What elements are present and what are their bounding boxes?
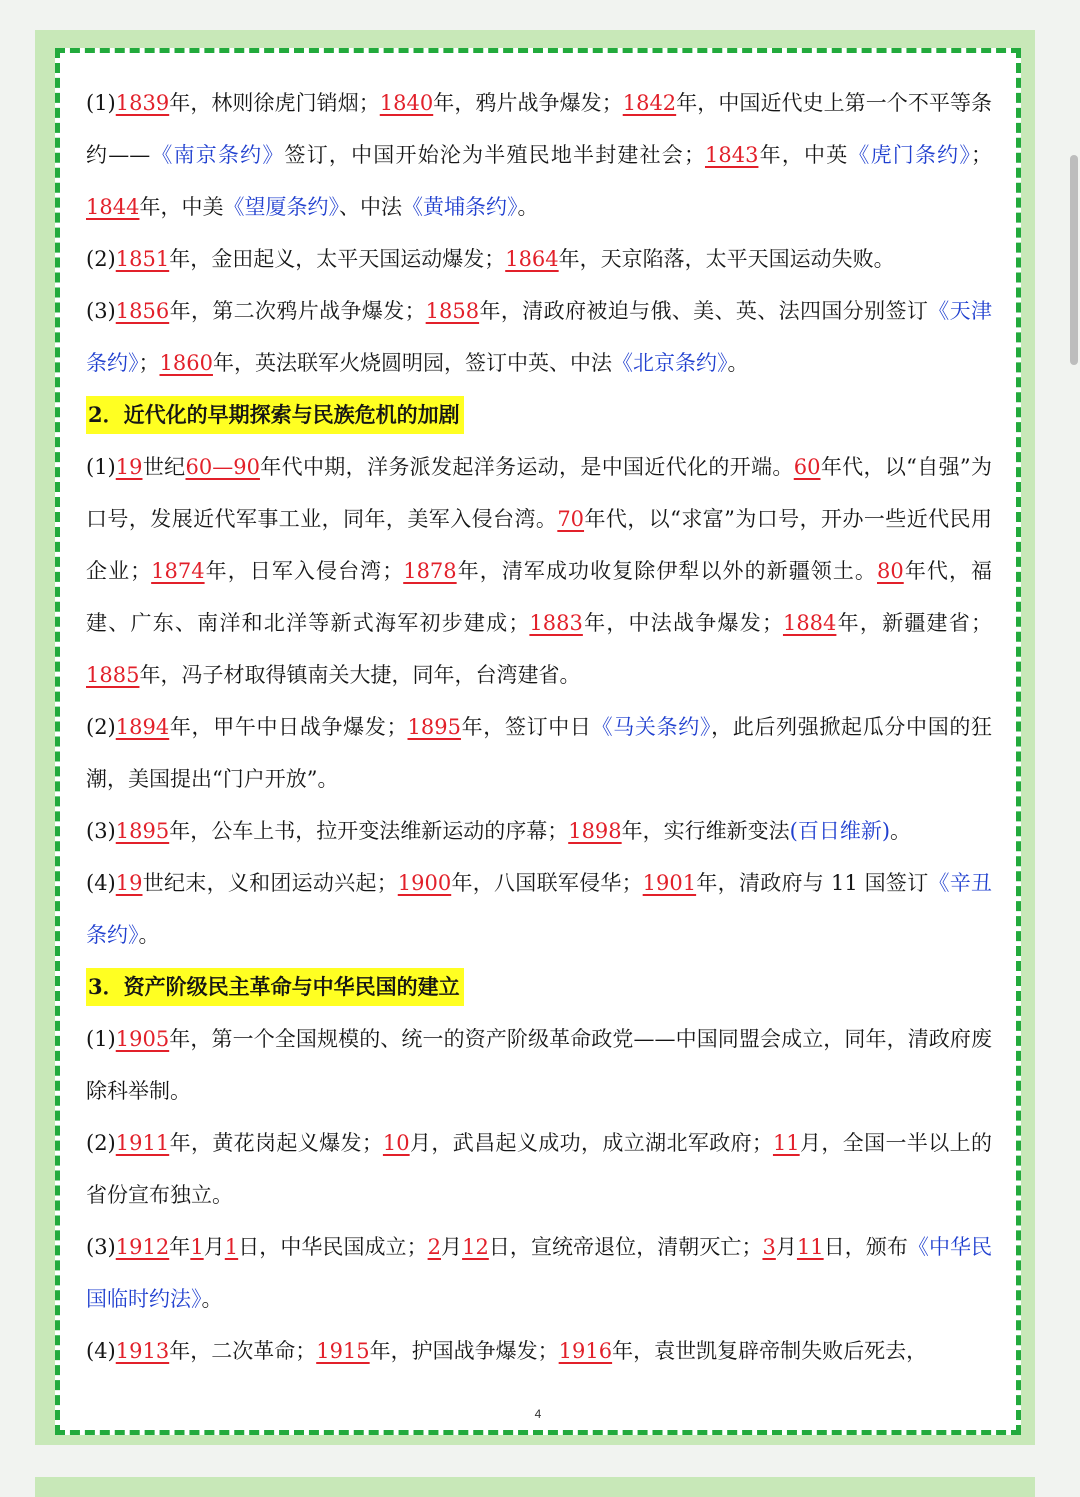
body-text: 年，第二次鸦片战争爆发； [169,299,426,323]
body-text: (1) [86,1027,116,1051]
body-text: 、中法 [338,195,402,219]
section-heading-row [86,961,992,1013]
body-text: 年，护国战争爆发； [369,1339,559,1363]
treaty-name: 《望厦条约》 [223,195,339,219]
body-text: 年，八国联军侵华； [451,871,643,895]
body-text: (3) [86,1235,116,1259]
body-text: 月 [440,1235,463,1259]
treaty-name: 《虎门条约》 [848,143,972,167]
body-text: 年，中国近代史上第一个不平等条约—— [86,91,993,167]
highlighted-date: 10 [382,1131,410,1155]
body-text: 年，鸦片战争爆发； [433,91,623,115]
body-text: 年，天京陷落，太平天国运动失败。 [558,247,895,271]
body-text: 年，公车上书，拉开变法维新运动的序幕； [169,819,569,843]
body-text: 签订，中国开始沦为半殖民地半封建社会； [284,143,705,167]
highlighted-date: 1885 [86,663,140,687]
highlighted-date: 60—90 [185,455,260,479]
treaty-name: 《辛丑条约》 [86,871,993,947]
highlighted-date: 70 [557,507,585,531]
text-paragraph [86,701,992,805]
text-paragraph [86,233,992,285]
body-text: (2) [86,247,116,271]
highlighted-date: 1840 [379,91,434,115]
highlighted-date: 80 [877,559,904,583]
highlighted-date: 1864 [505,247,559,271]
body-text: 。 [890,819,912,843]
highlighted-date: 1883 [529,611,583,635]
body-text: 年，清政府与 11 国签订 [696,871,929,895]
treaty-name: 《中华民国临时约法》 [86,1235,993,1311]
highlighted-date: 1856 [115,299,170,323]
body-text: 日，颁布 [823,1235,908,1259]
dashed-border-frame [55,48,1021,1435]
highlighted-date: 3 [762,1235,776,1259]
body-text: 年，袁世凯复辟帝制失败后死去， [612,1339,928,1363]
treaty-name: 《南京条约》 [150,143,285,167]
highlighted-date: 1858 [425,299,480,323]
body-text: (2) [86,1131,116,1155]
highlighted-date: 1898 [568,819,622,843]
highlighted-date: 1901 [642,871,697,895]
treaty-name: 《马关条约》 [591,715,712,739]
highlighted-date: 60 [793,455,821,479]
highlighted-date: 1900 [397,871,452,895]
highlighted-date: 2 [427,1235,441,1259]
highlighted-date: 1851 [115,247,170,271]
highlighted-date: 1911 [115,1131,170,1155]
section-heading: 2．近代化的早期探索与民族危机的加剧 [86,396,464,434]
highlighted-date: 1915 [316,1339,370,1363]
highlighted-date: 1839 [115,91,170,115]
highlighted-date: 1895 [407,715,461,739]
highlighted-date: 1874 [151,559,205,583]
body-text: 年代，以“求富”为口号，开办一些近代民用企业； [86,507,992,583]
body-text: 月 [775,1235,797,1259]
text-paragraph [86,1221,992,1325]
highlighted-date: 1905 [115,1027,170,1051]
highlighted-date: 1884 [782,611,837,635]
text-paragraph [86,441,992,701]
treaty-name: 《天津条约》 [86,299,993,375]
treaty-name: (百日维新) [789,819,891,843]
body-text: 年，第一个全国规模的、统一的资产阶级革命政党——中国同盟会成立，同年，清政府废除科举制。 [86,1027,992,1103]
text-paragraph [86,857,992,961]
body-text: 年代，福建、广东、南洋和北洋等新式海军初步建成； [86,559,993,635]
text-paragraph [86,77,992,233]
body-text: 年，日军入侵台湾； [204,559,404,583]
highlighted-date: 1 [190,1235,204,1259]
scrollbar-thumb[interactable] [1070,155,1078,365]
body-text: 。 [138,923,160,947]
body-text: 年，实行维新变法 [621,819,790,843]
body-text: 月 [203,1235,225,1259]
body-text: 年，金田起义，太平天国运动爆发； [169,247,506,271]
body-text: (1) [86,91,116,115]
body-text: 年，签订中日 [460,715,592,739]
highlighted-date: 1912 [115,1235,170,1259]
highlighted-date: 19 [115,871,143,895]
body-text: 。 [517,195,539,219]
next-page-edge [35,1477,1035,1497]
body-text: 年，林则徐虎门销烟； [169,91,380,115]
page-content [86,77,992,1377]
body-text: ； [138,351,160,375]
body-text: 年，中法战争爆发； [582,611,783,635]
treaty-name: 《北京条约》 [611,351,728,375]
highlighted-date: 1894 [115,715,170,739]
body-text: 世纪 [142,455,186,479]
body-text: (3) [86,819,116,843]
highlighted-date: 1913 [115,1339,170,1363]
page-number: 4 [534,1407,542,1421]
section-heading: 3．资产阶级民主革命与中华民国的建立 [86,968,464,1006]
body-text: (3) [86,299,116,323]
body-text: 年，冯子材取得镇南关大捷，同年，台湾建省。 [139,663,581,687]
text-paragraph [86,1013,992,1117]
body-text: 年，中英 [758,143,849,167]
body-text: 年，清军成功收复除伊犁以外的新疆领土。 [456,559,878,583]
treaty-name: 《黄埔条约》 [401,195,518,219]
body-text: 年 [169,1235,191,1259]
highlighted-date: 1860 [159,351,213,375]
highlighted-date: 1916 [558,1339,613,1363]
body-text: 日，中华民国成立； [238,1235,428,1259]
text-paragraph [86,1325,992,1377]
highlighted-date: 1843 [704,143,759,167]
body-text: (2) [86,715,116,739]
body-text: (4) [86,1339,116,1363]
highlighted-date: 1 [224,1235,239,1259]
highlighted-date: 1844 [86,195,140,219]
body-text: 年，清政府被迫与俄、美、英、法四国分别签订 [479,299,929,323]
body-text: (1) [86,455,116,479]
section-heading-row [86,389,992,441]
body-text: 日，宣统帝退位，清朝灭亡； [488,1235,763,1259]
body-text: 年代，以“自强”为口号，发展近代军事工业，同年，美军入侵台湾。 [86,455,992,531]
body-text: 年代中期，洋务派发起洋务运动，是中国近代化的开端。 [259,455,794,479]
body-text: 年，二次革命； [169,1339,317,1363]
highlighted-date: 1895 [115,819,170,843]
highlighted-date: 11 [772,1131,800,1155]
text-paragraph [86,805,992,857]
highlighted-date: 1878 [403,559,457,583]
body-text: ，此后列强掀起瓜分中国的狂潮，美国提出“门户开放”。 [86,715,993,791]
body-text: 。 [201,1287,223,1311]
text-paragraph [86,285,992,389]
highlighted-date: 19 [115,455,143,479]
body-text: 年，甲午中日战争爆发； [169,715,408,739]
document-page [35,30,1035,1445]
highlighted-date: 12 [462,1235,489,1259]
highlighted-date: 1842 [622,91,677,115]
body-text: 月，武昌起义成功，成立湖北军政府； [409,1131,773,1155]
body-text: 世纪末，义和团运动兴起； [142,871,398,895]
body-text: 年，黄花岗起义爆发； [169,1131,383,1155]
highlighted-date: 11 [796,1235,824,1259]
body-text: 月，全国一半以上的省份宣布独立。 [86,1131,993,1207]
body-text: 年，新疆建省； [836,611,993,635]
body-text: 年，英法联军火烧圆明园，签订中英、中法 [212,351,612,375]
body-text: 。 [727,351,749,375]
body-text: ； [971,143,993,167]
body-text: (4) [86,871,116,895]
text-paragraph [86,1117,992,1221]
body-text: 年，中美 [139,195,224,219]
